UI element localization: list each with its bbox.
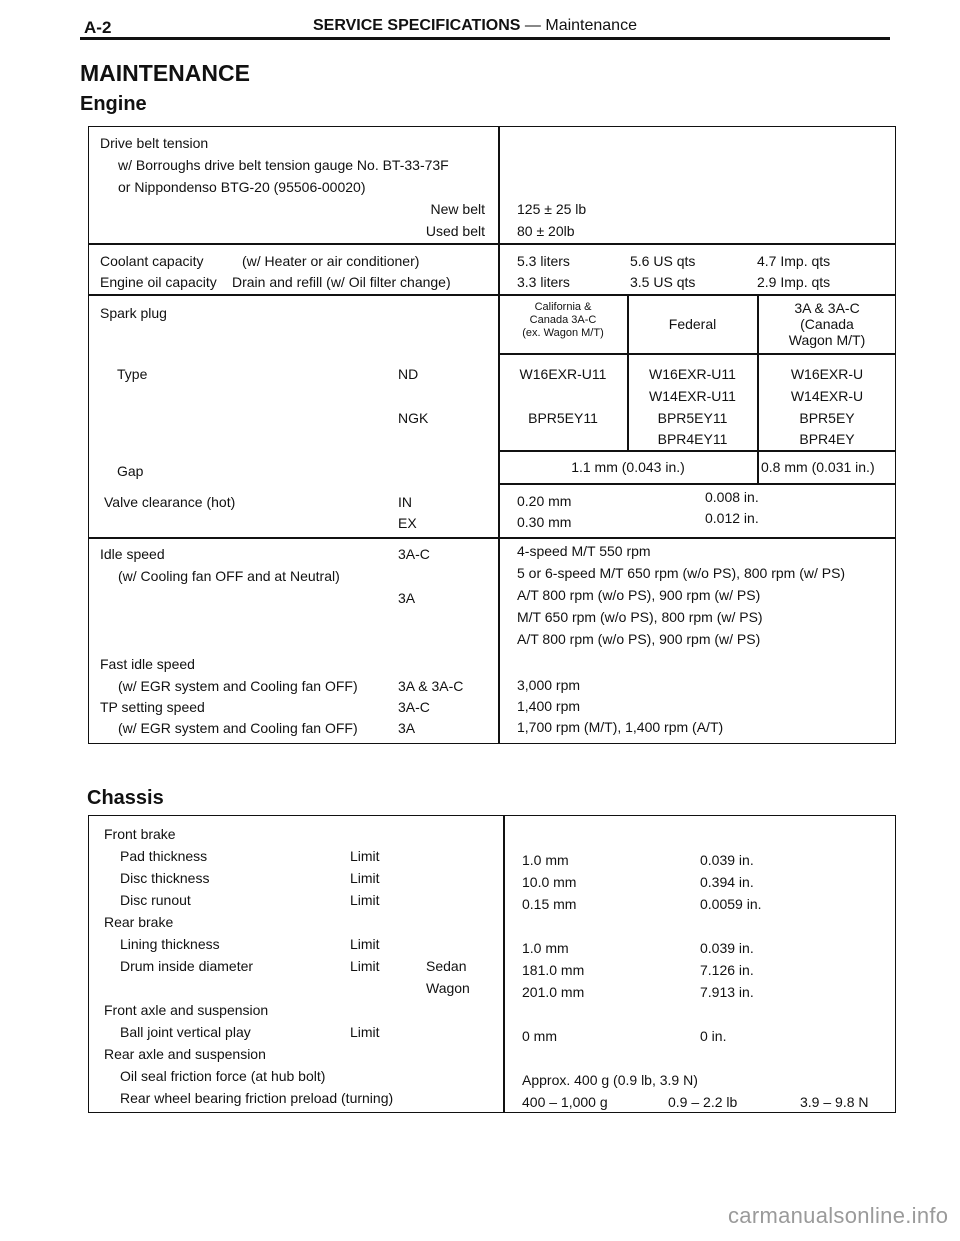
valve-ex-mm: 0.30 mm (517, 514, 572, 530)
chassis-row-label: Rear brake (104, 914, 174, 930)
chassis-row-label: Oil seal friction force (at hub bolt) (120, 1068, 326, 1084)
coolant-liters: 5.3 liters (517, 253, 570, 269)
chassis-row-label: Drum inside diameter (120, 958, 254, 974)
row-divider (498, 353, 896, 355)
oil-us-qts: 3.5 US qts (630, 274, 696, 290)
coolant-imp-qts: 4.7 Imp. qts (757, 253, 831, 269)
oil-condition: Drain and refill (w/ Oil filter change) (232, 274, 451, 290)
idle-tag-3a: 3A (398, 590, 416, 606)
nd-california: W16EXR-U11 (519, 366, 607, 382)
row-divider (88, 294, 896, 296)
chassis-row-value-imperial: 0.394 in. (700, 874, 754, 890)
chassis-row-value-imperial: 0.9 – 2.2 lb (668, 1094, 738, 1110)
used-belt-value: 80 ± 20lb (517, 223, 575, 239)
ngk-canada-2: BPR4EY (799, 431, 855, 447)
used-belt-label: Used belt (425, 223, 485, 239)
ngk-label: NGK (398, 410, 429, 426)
tp-setting-label: TP setting speed (100, 699, 205, 715)
page-header-title (313, 17, 637, 35)
chassis-heading: Chassis (87, 787, 164, 809)
valve-clearance-label: Valve clearance (hot) (104, 494, 236, 510)
drive-belt-gauge-alt: or Nippondenso BTG-20 (95506-00020) (118, 179, 366, 195)
chassis-row-limit: Limit (350, 936, 380, 952)
spark-plug-label: Spark plug (100, 305, 167, 321)
header-rule (80, 37, 890, 40)
nd-label: ND (398, 366, 419, 382)
chassis-row-value-metric: Approx. 400 g (0.9 lb, 3.9 N) (522, 1072, 698, 1088)
new-belt-label: New belt (430, 201, 485, 217)
chassis-row-limit: Limit (350, 848, 380, 864)
engine-heading: Engine (80, 93, 147, 115)
ngk-canada-1: BPR5EY (799, 410, 855, 426)
header-title: SERVICE SPECIFICATIONS (313, 17, 521, 34)
spark-gap-value: 1.1 mm (0.043 in.) (571, 459, 685, 475)
col-header-line: Canada 3A-C (529, 314, 597, 326)
new-belt-value: 125 ± 25 lb (517, 201, 587, 217)
spark-col-california-header (499, 301, 627, 340)
engine-table-divider (498, 126, 500, 744)
spark-gap-alt-value: 0.8 mm (0.031 in.) (761, 459, 875, 475)
chassis-row-value-newton: 3.9 – 9.8 N (800, 1094, 869, 1110)
chassis-row-value-metric: 0 mm (522, 1028, 557, 1044)
idle-value-2: 5 or 6-speed M/T 650 rpm (w/o PS), 800 rpm (w/ PS) (517, 565, 846, 581)
tp-setting-condition: (w/ EGR system and Cooling fan OFF) (118, 720, 358, 736)
row-divider (88, 243, 896, 245)
col-header-line: California & (534, 301, 592, 313)
ngk-california: BPR5EY11 (528, 410, 598, 426)
chassis-row-value-imperial: 0.039 in. (700, 852, 754, 868)
nd-federal-2: W14EXR-U11 (649, 388, 736, 404)
chassis-row-variant: Sedan (426, 958, 467, 974)
idle-value-5: A/T 800 rpm (w/o PS), 900 rpm (w/ PS) (517, 631, 761, 647)
drive-belt-label: Drive belt tension (100, 135, 209, 151)
valve-in-inch: 0.008 in. (705, 489, 759, 505)
col-header-line: Wagon M/T) (788, 332, 866, 348)
chassis-row-limit: Limit (350, 892, 380, 908)
tp-setting-tag: 3A-C (398, 699, 430, 715)
spark-gap-label: Gap (117, 463, 144, 479)
valve-ex-label: EX (398, 515, 417, 531)
oil-capacity-label: Engine oil capacity (100, 274, 217, 290)
fast-idle-value: 3,000 rpm (517, 677, 581, 693)
idle-speed-label: Idle speed (100, 546, 165, 562)
fast-idle-tag: 3A & 3A-C (398, 678, 464, 694)
chassis-row-label: Rear wheel bearing friction preload (turning) (120, 1090, 394, 1106)
chassis-row-value-imperial: 0 in. (700, 1028, 727, 1044)
valve-in-label: IN (398, 494, 412, 510)
tp-setting-tag-2: 3A (398, 720, 416, 736)
maintenance-heading: MAINTENANCE (80, 60, 250, 86)
chassis-row-label: Ball joint vertical play (120, 1024, 251, 1040)
drive-belt-gauge: w/ Borroughs drive belt tension gauge No. BT-33-73F (118, 157, 449, 173)
spark-col-canada-header (758, 300, 896, 348)
fast-idle-label: Fast idle speed (100, 656, 195, 672)
chassis-row-label: Front axle and suspension (104, 1002, 269, 1018)
row-divider (498, 483, 896, 485)
watermark: carmanualsonline.info (728, 1203, 949, 1228)
chassis-row-label: Pad thickness (120, 848, 208, 864)
chassis-row-label: Front brake (104, 826, 176, 842)
chassis-row-label: Rear axle and suspension (104, 1046, 266, 1062)
col-header-line: (Canada (800, 316, 854, 332)
chassis-row-variant: Wagon (426, 980, 470, 996)
chassis-row-value-imperial: 0.0059 in. (700, 896, 762, 912)
nd-canada-1: W16EXR-U (790, 366, 864, 382)
col-header-line: (ex. Wagon M/T) (522, 327, 604, 339)
chassis-row-value-metric: 0.15 mm (522, 896, 577, 912)
chassis-row-value-metric: 1.0 mm (522, 852, 569, 868)
idle-value-3: A/T 800 rpm (w/o PS), 900 rpm (w/ PS) (517, 587, 761, 603)
chassis-table-divider (503, 815, 505, 1113)
spark-col-federal-header: Federal (668, 316, 717, 332)
chassis-row-value-metric: 201.0 mm (522, 984, 585, 1000)
coolant-us-qts: 5.6 US qts (630, 253, 696, 269)
valve-in-mm: 0.20 mm (517, 493, 572, 509)
chassis-row-limit: Limit (350, 1024, 380, 1040)
oil-liters: 3.3 liters (517, 274, 570, 290)
idle-value-1: 4-speed M/T 550 rpm (517, 543, 651, 559)
tp-setting-value: 1,400 rpm (517, 698, 581, 714)
valve-ex-inch: 0.012 in. (705, 510, 759, 526)
chassis-row-value-imperial: 7.913 in. (700, 984, 754, 1000)
chassis-row-limit: Limit (350, 958, 380, 974)
row-divider (88, 537, 896, 539)
row-divider (498, 450, 896, 452)
idle-tag-3ac: 3A-C (398, 546, 430, 562)
nd-federal-1: W16EXR-U11 (649, 366, 736, 382)
ngk-federal-2: BPR4EY11 (657, 431, 728, 447)
page-number: A-2 (84, 18, 112, 37)
chassis-row-value-imperial: 0.039 in. (700, 940, 754, 956)
chassis-row-value-metric: 1.0 mm (522, 940, 569, 956)
oil-imp-qts: 2.9 Imp. qts (757, 274, 831, 290)
chassis-row-label: Disc runout (120, 892, 191, 908)
chassis-row-value-metric: 10.0 mm (522, 874, 577, 890)
spark-type-label: Type (117, 366, 148, 382)
coolant-condition: (w/ Heater or air conditioner) (242, 253, 420, 269)
chassis-row-value-metric: 181.0 mm (522, 962, 585, 978)
fast-idle-condition: (w/ EGR system and Cooling fan OFF) (118, 678, 358, 694)
chassis-row-label: Lining thickness (120, 936, 220, 952)
chassis-row-value-metric: 400 – 1,000 g (522, 1094, 608, 1110)
header-subtitle: Maintenance (545, 17, 637, 34)
ngk-federal-1: BPR5EY11 (657, 410, 728, 426)
chassis-row-label: Disc thickness (120, 870, 210, 886)
col-header-line: 3A & 3A-C (794, 300, 860, 316)
idle-speed-condition: (w/ Cooling fan OFF and at Neutral) (118, 568, 340, 584)
header-dash: — (524, 17, 541, 34)
idle-value-4: M/T 650 rpm (w/o PS), 800 rpm (w/ PS) (517, 609, 763, 625)
coolant-capacity-label: Coolant capacity (100, 253, 204, 269)
chassis-row-value-imperial: 7.126 in. (700, 962, 754, 978)
chassis-row-limit: Limit (350, 870, 380, 886)
tp-setting-value-2: 1,700 rpm (M/T), 1,400 rpm (A/T) (517, 719, 724, 735)
nd-canada-2: W14EXR-U (790, 388, 864, 404)
